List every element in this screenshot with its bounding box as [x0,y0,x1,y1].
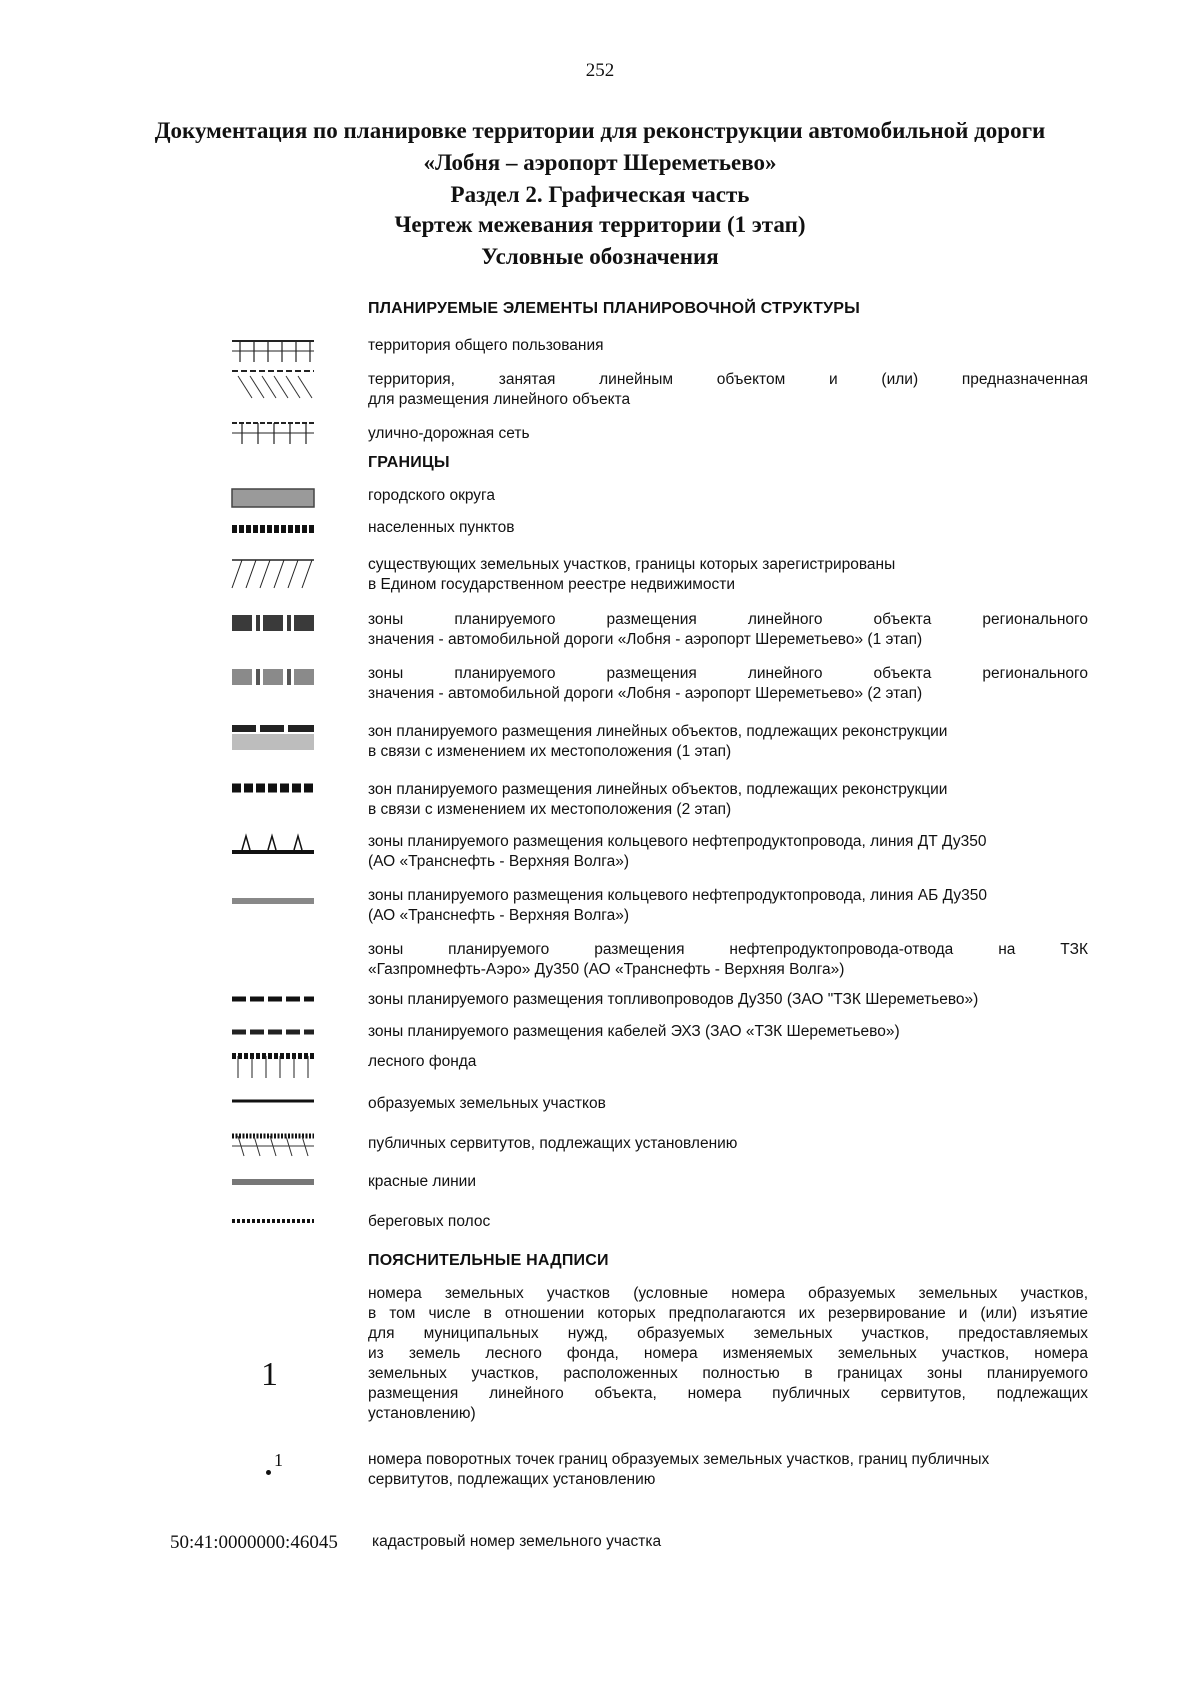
servitudes-label: публичных сервитутов, подлежащих установлению [368,1135,738,1152]
pipeline-dt-label-2: (АО «Транснефть - Верхняя Волга») [368,853,630,870]
city-district-label: городского округа [368,487,495,504]
public-territory-symbol [230,338,316,364]
plot-numbers-line: из земель лесного фонда, номера изменяемых земельных участков, номера [368,1345,1088,1362]
linear-object-symbol [230,368,316,402]
pipeline-dt-label-1: зоны планируемого размещения кольцевого нефтепродуктопровода, линия ДТ Ду350 [368,833,987,850]
point-number-sample: 1 [274,1450,283,1470]
city-district-symbol [230,487,316,509]
pipeline-dt-symbol [230,830,316,856]
reconstruct-stage1-label-2: в связи с изменением их местоположения (1 этап) [368,743,732,760]
zone-stage1-label-1: зоны планируемого размещения линейного объекта регионального [368,611,1088,628]
road-network-symbol [230,420,316,446]
page-number: 252 [585,60,615,81]
pipeline-ab-symbol [230,896,316,906]
plot-numbers-line: земельных участков, расположенных полностью в границах зоны планируемого [368,1365,1088,1382]
reconstruct-stage2-label-2: в связи с изменением их местоположения (2 этап) [368,801,732,818]
point-numbers-label-2: сервитутов, подлежащих установлению [368,1471,656,1488]
existing-plots-symbol [230,558,316,590]
doc-title-line-1: Документация по планировке территории для реконструкции автомобильной дороги [154,118,1046,143]
servitudes-symbol [230,1132,316,1158]
plot-numbers-line: в том числе в отношении которых предполагаются их резервирование и (или) изъятие [368,1305,1088,1322]
pipeline-ab-label-2: (АО «Транснефть - Верхняя Волга») [368,907,630,924]
cadastral-number-sample: 50:41:0000000:46045 [170,1532,338,1553]
section-title: Раздел 2. Графическая часть [450,182,750,207]
cables-label: зоны планируемого размещения кабелей ЭХЗ (ЗАО «ТЗК Шереметьево») [368,1023,900,1040]
forest-fund-symbol [230,1052,316,1080]
shore-strip-label: береговых полос [368,1213,491,1230]
zone-stage2-label-2: значения - автомобильной дороги «Лобня - аэропорт Шереметьево» (2 этап) [368,685,923,702]
road-network-label: улично-дорожная сеть [368,425,530,442]
plot-numbers-line: для муниципальных нужд, образуемых земельных участков, предоставляемых [368,1325,1088,1342]
branch-pipeline-label-2: «Газпромнефть-Аэро» Ду350 (АО «Транснефть - Верхняя Волга») [368,961,845,978]
red-lines-label: красные линии [368,1173,476,1190]
reconstruct-stage2-label-1: зон планируемого размещения линейных объектов, подлежащих реконструкции [368,781,948,798]
section-heading-borders: ГРАНИЦЫ [368,454,450,471]
section-heading-planned: ПЛАНИРУЕМЫЕ ЭЛЕМЕНТЫ ПЛАНИРОВОЧНОЙ СТРУКТУРЫ [368,300,861,317]
formed-plots-symbol [230,1098,316,1104]
fuel-pipeline-symbol [230,994,316,1004]
existing-plots-label-2: в Едином государственном реестре недвижимости [368,576,736,593]
plot-numbers-text [368,1284,1088,1424]
plot-numbers-line: номера земельных участков (условные номера образуемых земельных участков, [368,1285,1088,1302]
plot-numbers-line: установлению) [368,1405,476,1422]
point-numbers-label-1: номера поворотных точек границ образуемых земельных участков, границ публичных [368,1451,990,1468]
legend-title: Условные обозначения [481,244,719,269]
forest-fund-label: лесного фонда [368,1053,477,1070]
cadastral-number-label: кадастровый номер земельного участка [372,1533,662,1550]
linear-object-label-2: для размещения линейного объекта [368,391,631,408]
zone-stage1-label-2: значения - автомобильной дороги «Лобня - аэропорт Шереметьево» (1 этап) [368,631,923,648]
cables-symbol [230,1027,316,1037]
section-heading-notes: ПОЯСНИТЕЛЬНЫЕ НАДПИСИ [368,1252,609,1269]
reconstruct-stage2-symbol [230,782,316,794]
fuel-pipeline-label: зоны планируемого размещения топливопроводов Ду350 (ЗАО "ТЗК Шереметьево») [368,991,979,1008]
branch-pipeline-label-1: зоны планируемого размещения нефтепродуктопровода-отвода на ТЗК [368,941,1088,958]
turning-point-marker [266,1470,271,1475]
linear-object-label-1: территория, занятая линейным объектом и (или) предназначенная [368,371,1088,388]
existing-plots-label-1: существующих земельных участков, границы которых зарегистрированы [368,556,896,573]
settlements-symbol [230,522,316,536]
plot-numbers-line: размещения линейного объекта, номера публичных сервитутов, подлежащих [368,1385,1088,1402]
drawing-title: Чертеж межевания территории (1 этап) [394,212,806,237]
zone-stage2-label-1: зоны планируемого размещения линейного объекта регионального [368,665,1088,682]
plot-number-sample: 1 [261,1356,278,1393]
settlements-label: населенных пунктов [368,519,515,536]
public-territory-label: территория общего пользования [368,337,604,354]
shore-strip-symbol [230,1218,316,1224]
zone-stage2-symbol [230,668,316,686]
pipeline-ab-label-1: зоны планируемого размещения кольцевого нефтепродуктопровода, линия АБ Ду350 [368,887,988,904]
doc-title-line-2: «Лобня – аэропорт Шереметьево» [423,150,777,175]
zone-stage1-symbol [230,614,316,632]
reconstruct-stage1-symbol [230,724,316,752]
reconstruct-stage1-label-1: зон планируемого размещения линейных объектов, подлежащих реконструкции [368,723,948,740]
red-lines-symbol [230,1178,316,1186]
formed-plots-label: образуемых земельных участков [368,1095,606,1112]
